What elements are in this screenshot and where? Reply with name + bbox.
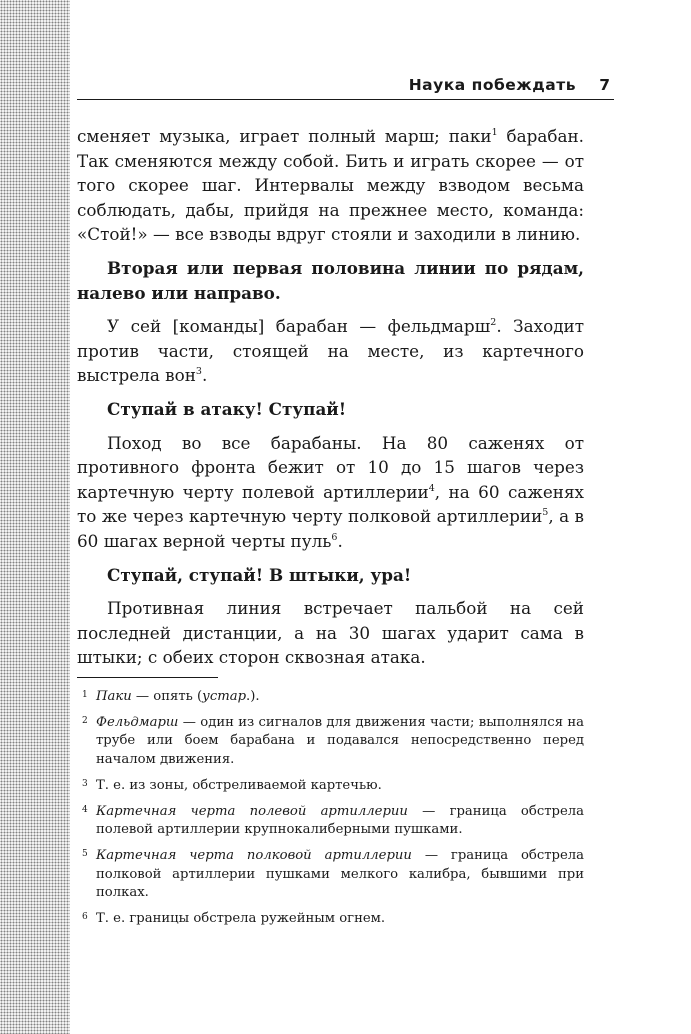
paragraph-2: У сей [команды] барабан — фельдмарш$^2$. Заходит против части, стоящей на месте, из картечного выстрела вон$^3$. <box>77 316 584 386</box>
paragraph-4: Противная линия встречает пальбой на сей последней дистанции, а на 30 шагах ударит сама в штыки; с обеих сторон сквозная атака. <box>77 598 584 668</box>
running-header <box>77 70 614 100</box>
footnote-1: 1 Паки — опять (устар.). <box>82 689 260 704</box>
footnote-mark: 3 <box>82 778 88 789</box>
footnote-3: 3 Т. е. из зоны, обстреливаемой картечью. <box>82 777 382 793</box>
footnote-6: 6 Т. е. границы обстрела ружейным огнем. <box>82 911 386 927</box>
page-number: 7 <box>599 76 610 94</box>
command-heading-3: Ступай, ступай! В штыки, ура! <box>107 564 412 585</box>
footnote-ref-5[interactable]: 5 <box>542 507 549 519</box>
footnote-ref-3[interactable]: 3 <box>195 366 202 378</box>
main-text <box>77 124 584 670</box>
footnote-ref-6[interactable]: 6 <box>331 531 338 543</box>
footnote-2: 2 Фельдмарш — один из сигналов для движения части; выполнялся на трубе или боем барабана и подавался непосредственно перед началом движения. <box>82 715 584 767</box>
paragraph-3: Поход во все барабаны. На 80 саженях от противного фронта бежит от 10 до 15 шагов через картечную черту полевой артиллерии$^4$, на 60 саженях то же через картечную черту полковой артиллерии$^5$, а в 60 шагах верной черты пуль$^6$. <box>77 432 584 551</box>
running-title: Наука побеждать <box>408 76 576 94</box>
footnote-ref-1[interactable]: 1 <box>491 127 498 138</box>
paragraph-1: сменяет музыка, играет полный марш; паки$^1$ барабан. Так сменяются между собой. Бить и играть скорее — от того скорее шаг. Интервалы между взводом весьма соблюдать, дабы, прийдя на прежнее место, команда: «Стой!» — все взводы вдруг стояли и заходили в линию. <box>77 126 584 245</box>
footnote-mark: 5 <box>82 849 88 860</box>
footnote-mark: 2 <box>82 716 88 727</box>
footnote-5: 5 Картечная черта полковой артиллерии — граница обстрела полковой артиллерии пушками мелкого калибра, бывшими при полках. <box>82 848 584 900</box>
footnotes <box>82 688 584 928</box>
footnote-ref-4[interactable]: 4 <box>428 482 435 494</box>
footnote-mark: 6 <box>82 912 88 923</box>
footnote-mark: 1 <box>82 690 88 700</box>
footnote-4: 4 Картечная черта полевой артиллерии — граница обстрела полевой артиллерии крупнокалиберными пушками. <box>82 804 584 838</box>
footnote-mark: 4 <box>82 805 88 816</box>
footnote-separator <box>77 677 218 678</box>
command-heading-2: Ступай в атаку! Ступай! <box>107 398 347 419</box>
halftone-margin <box>0 0 70 1034</box>
command-heading-1: Вторая или первая половина линии по рядам, налево или направо. <box>77 257 584 303</box>
footnote-ref-2[interactable]: 2 <box>490 317 497 329</box>
